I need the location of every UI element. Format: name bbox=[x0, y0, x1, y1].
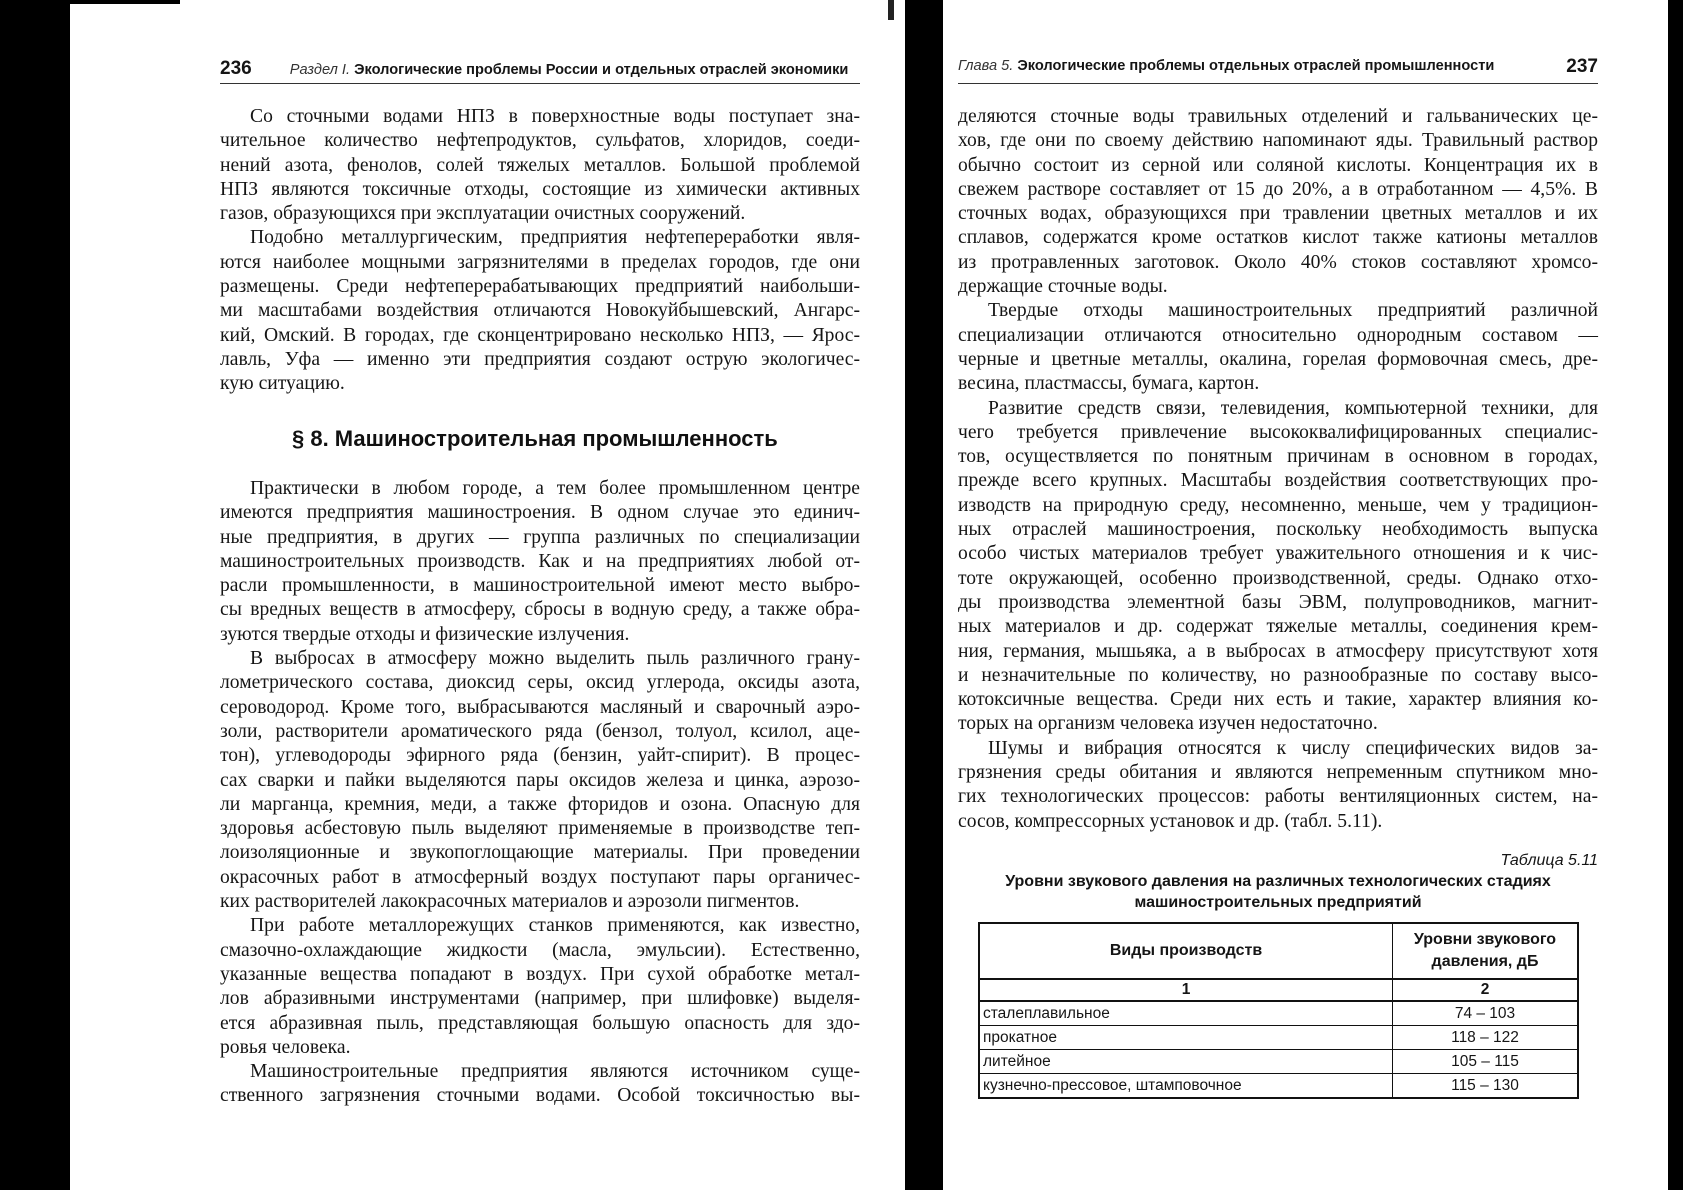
text-line: тов, осуществляется по понятным причинам в основном в городах, bbox=[958, 446, 1598, 468]
text-line: В выбросах в атмосферу можно выделить пыль различного грану- bbox=[250, 648, 860, 670]
scan-edge-left bbox=[0, 0, 70, 1190]
text-line: свежем растворе составляет от 15 до 20%, а в отработанном — 4,5%. В bbox=[958, 178, 1598, 200]
text-line: сы вредных веществ в атмосферу, сбросы в водную среду, а также обра- bbox=[220, 599, 860, 621]
text-line: тоте окружающей, особенно производственной, среды. Однако отхо- bbox=[958, 567, 1598, 589]
text-line: обычно состоит из серной или соляной кислоты. Концентрация их в bbox=[958, 154, 1598, 176]
sound-level-cell: 115 – 130 bbox=[1393, 1074, 1579, 1099]
text-line: ды производства элементной базы ЭВМ, полупроводников, магнит- bbox=[958, 591, 1598, 613]
text-line: Твердые отходы машиностроительных предприятий различной bbox=[988, 300, 1598, 322]
text-line: специализации отличаются относительно однородным составом — bbox=[958, 324, 1598, 346]
noise-level-table bbox=[978, 922, 1579, 1099]
text-line: лавль, Уфа — именно эти предприятия создают острую экологичес- bbox=[220, 348, 860, 370]
text-line: ми масштабами воздействия отличаются Новокуйбышевский, Ангарс- bbox=[220, 300, 860, 322]
text-line: здоровья асбестовую пыль выделяют применяемые в производстве теп- bbox=[220, 818, 860, 840]
text-line: кий, Омский. В городах, где сконцентрировано несколько НПЗ, — Ярос- bbox=[220, 324, 860, 346]
text-line: черные и цветные металлы, окалина, горелая формовочная смесь, дре- bbox=[958, 348, 1598, 370]
text-line: ли марганца, кремния, меди, а также фторидов и озона. Опасную для bbox=[220, 793, 860, 815]
text-line: расли промышленности, в машиностроительной имеют место выбро- bbox=[220, 575, 860, 597]
text-line: НПЗ являются токсичные отходы, состоящие из химически активных bbox=[220, 178, 860, 200]
text-line: смазочно-охлаждающие жидкости (масла, эмульсии). Естественно, bbox=[220, 939, 860, 961]
text-line: и незначительные по количеству, но разнообразные по составу высо- bbox=[958, 664, 1598, 686]
text-line: имеются предприятия машиностроения. В одном случае это единич- bbox=[220, 502, 860, 524]
text-line: машиностроительных производств. Как и на предприятиях любой от- bbox=[220, 550, 860, 572]
sound-level-cell: 105 – 115 bbox=[1393, 1050, 1579, 1074]
text-line: сосов, компрессорных установок и др. (табл. 5.11). bbox=[958, 810, 1383, 832]
table-header-row bbox=[979, 923, 1578, 979]
text-line: весина, пластмассы, бумага, картон. bbox=[958, 373, 1260, 395]
spine-mark bbox=[888, 0, 894, 20]
text-line: Со сточными водами НПЗ в поверхностные воды поступает зна- bbox=[250, 106, 860, 127]
text-line: Практически в любом городе, а тем более промышленном центре bbox=[250, 478, 860, 499]
text-line: ется абразивная пыль, представляющая большую опасность для здо- bbox=[220, 1012, 860, 1034]
page-number: 237 bbox=[1566, 56, 1598, 77]
production-type-cell: литейное bbox=[979, 1050, 1393, 1074]
text-line: гих технологических процессов: работы вентиляционных систем, на- bbox=[958, 786, 1598, 808]
running-head bbox=[220, 58, 860, 84]
body-text bbox=[220, 105, 860, 397]
right-page bbox=[958, 0, 1598, 1190]
table-row bbox=[979, 1074, 1578, 1099]
section-heading: § 8. Машиностроительная промышленность bbox=[292, 426, 778, 451]
column-number: 1 bbox=[979, 979, 1393, 1001]
body-text bbox=[220, 477, 860, 1109]
text-line: сероводород. Кроме того, выбрасываются масляный и сварочный аэро- bbox=[220, 696, 860, 718]
page-number: 236 bbox=[220, 58, 252, 79]
column-number: 2 bbox=[1393, 979, 1579, 1001]
column-header-level: Уровни звукового давления, дБ bbox=[1393, 923, 1579, 979]
running-head-section: Глава 5. bbox=[958, 58, 1014, 74]
text-line: из протравленных заготовок. Около 40% стоков составляют хромсо- bbox=[958, 251, 1598, 273]
table-row bbox=[979, 1026, 1578, 1050]
text-line: ровья человека. bbox=[220, 1036, 351, 1058]
text-line: ных материалов и др. содержат тяжелые металлы, соединения крем- bbox=[958, 616, 1598, 638]
header-rule bbox=[220, 83, 860, 84]
text-line: газов, образующихся при эксплуатации очистных сооружений. bbox=[220, 203, 746, 225]
text-line: лов абразивными инструментами (например, при шлифовке) выделя- bbox=[220, 988, 860, 1010]
text-line: ные предприятия, в других — группа различных по специализации bbox=[220, 526, 860, 548]
scan-edge-right bbox=[1668, 0, 1683, 1190]
text-line: золи, растворители ароматического ряда (бензол, толуол, ксилол, аце- bbox=[220, 720, 860, 742]
text-line: котоксичные вещества. Среди них есть и такие, характер влияния ко- bbox=[958, 689, 1598, 711]
text-line: ются наиболее мощными загрязнителями в пределах городов, где они bbox=[220, 251, 860, 273]
text-line: нений азота, фенолов, солей тяжелых металлов. Большой проблемой bbox=[220, 154, 860, 176]
running-head bbox=[958, 58, 1598, 84]
text-line: особо чистых материалов требует уважительного отношения и к чис- bbox=[958, 543, 1598, 565]
body-text bbox=[958, 105, 1598, 834]
sound-level-cell: 74 – 103 bbox=[1393, 1001, 1579, 1026]
text-line: деляются сточные воды травильных отделений и гальванических це- bbox=[958, 106, 1598, 127]
text-line: ких растворителей лакокрасочных материалов и аэрозоли пигментов. bbox=[220, 891, 800, 913]
table-title: Уровни звукового давления на различных технологических стадиях bbox=[1005, 873, 1551, 890]
production-type-cell: сталеплавильное bbox=[979, 1001, 1393, 1026]
running-head-title: Экологические проблемы России и отдельных отраслей экономики bbox=[354, 62, 849, 78]
sound-level-cell: 118 – 122 bbox=[1393, 1026, 1579, 1050]
text-line: держащие сточные воды. bbox=[958, 276, 1168, 298]
text-line: При работе металлорежущих станков применяются, как известно, bbox=[250, 915, 860, 937]
book-spine bbox=[905, 0, 943, 1190]
text-line: грязнения среды обитания и являются непременным спутником мно- bbox=[958, 762, 1598, 784]
text-line: прежде всего крупных. Масштабы воздействия соответствующих про- bbox=[958, 470, 1598, 492]
column-header-production: Виды производств bbox=[979, 923, 1393, 979]
table-number: Таблица 5.11 bbox=[1500, 852, 1598, 869]
text-line: изводств на природную среду, несомненно, меньше, чем у традицион- bbox=[958, 494, 1598, 516]
text-line: зуются твердые отходы и физические излучения. bbox=[220, 623, 630, 645]
text-line: сточных водах, образующихся при травлении цветных металлов и их bbox=[958, 203, 1598, 225]
text-line: сах сварки и пайки выделяются пары оксидов железа и цинка, аэрозо- bbox=[220, 769, 860, 791]
running-head-section: Раздел I. bbox=[289, 62, 351, 78]
text-line: торых на организм человека изучен недостаточно. bbox=[958, 713, 1378, 735]
text-line: лоизоляционные и звукопоглощающие материалы. При проведении bbox=[220, 842, 860, 864]
text-line: лометрического состава, диоксид серы, оксид углерода, оксиды азота, bbox=[220, 672, 860, 694]
production-type-cell: кузнечно-прессовое, штамповочное bbox=[979, 1074, 1393, 1099]
text-line: чего требуется привлечение высококвалифицированных специалис- bbox=[958, 421, 1598, 443]
text-line: хов, где они по своему действию напоминают яды. Травильный раствор bbox=[958, 130, 1598, 152]
production-type-cell: прокатное bbox=[979, 1026, 1393, 1050]
text-line: сплавов, содержатся кроме остатков кислот также катионы металлов bbox=[958, 227, 1598, 249]
text-line: ных отраслей машиностроения, поскольку необходимость выпуска bbox=[958, 519, 1598, 541]
table-row bbox=[979, 1001, 1578, 1026]
text-line: Подобно металлургическим, предприятия нефтепереработки явля- bbox=[250, 227, 860, 249]
scan-edge-left-top bbox=[70, 0, 180, 4]
text-line: Машиностроительные предприятия являются источником суще- bbox=[250, 1061, 860, 1083]
left-page bbox=[220, 0, 860, 1190]
text-line: тон), углеводороды эфирного ряда (бензин, уайт-спирит). В процес- bbox=[220, 745, 860, 767]
text-line: размещены. Среди нефтеперерабатывающих предприятий наибольши- bbox=[220, 276, 860, 298]
text-line: чительное количество нефтепродуктов, сульфатов, хлоридов, соеди- bbox=[220, 130, 860, 152]
text-line: кую ситуацию. bbox=[220, 373, 345, 395]
table-title-continued: машиностроительных предприятий bbox=[1134, 894, 1422, 911]
text-line: окрасочных работ в атмосферный воздух поступают пары органичес- bbox=[220, 866, 860, 888]
text-line: ственного загрязнения сточными водами. Особой токсичностью вы- bbox=[220, 1085, 860, 1107]
table-column-number-row bbox=[979, 979, 1578, 1001]
text-line: указанные вещества попадают в воздух. При сухой обработке метал- bbox=[220, 963, 860, 985]
header-rule bbox=[958, 83, 1598, 84]
text-line: Шумы и вибрация относятся к числу специфических видов за- bbox=[988, 737, 1598, 759]
text-line: ния, германия, мышьяка, а в выбросах в атмосферу присутствуют хотя bbox=[958, 640, 1598, 662]
table-row bbox=[979, 1050, 1578, 1074]
text-line: Развитие средств связи, телевидения, компьютерной техники, для bbox=[988, 397, 1598, 419]
running-head-title: Экологические проблемы отдельных отраслей промышленности bbox=[1017, 58, 1495, 74]
